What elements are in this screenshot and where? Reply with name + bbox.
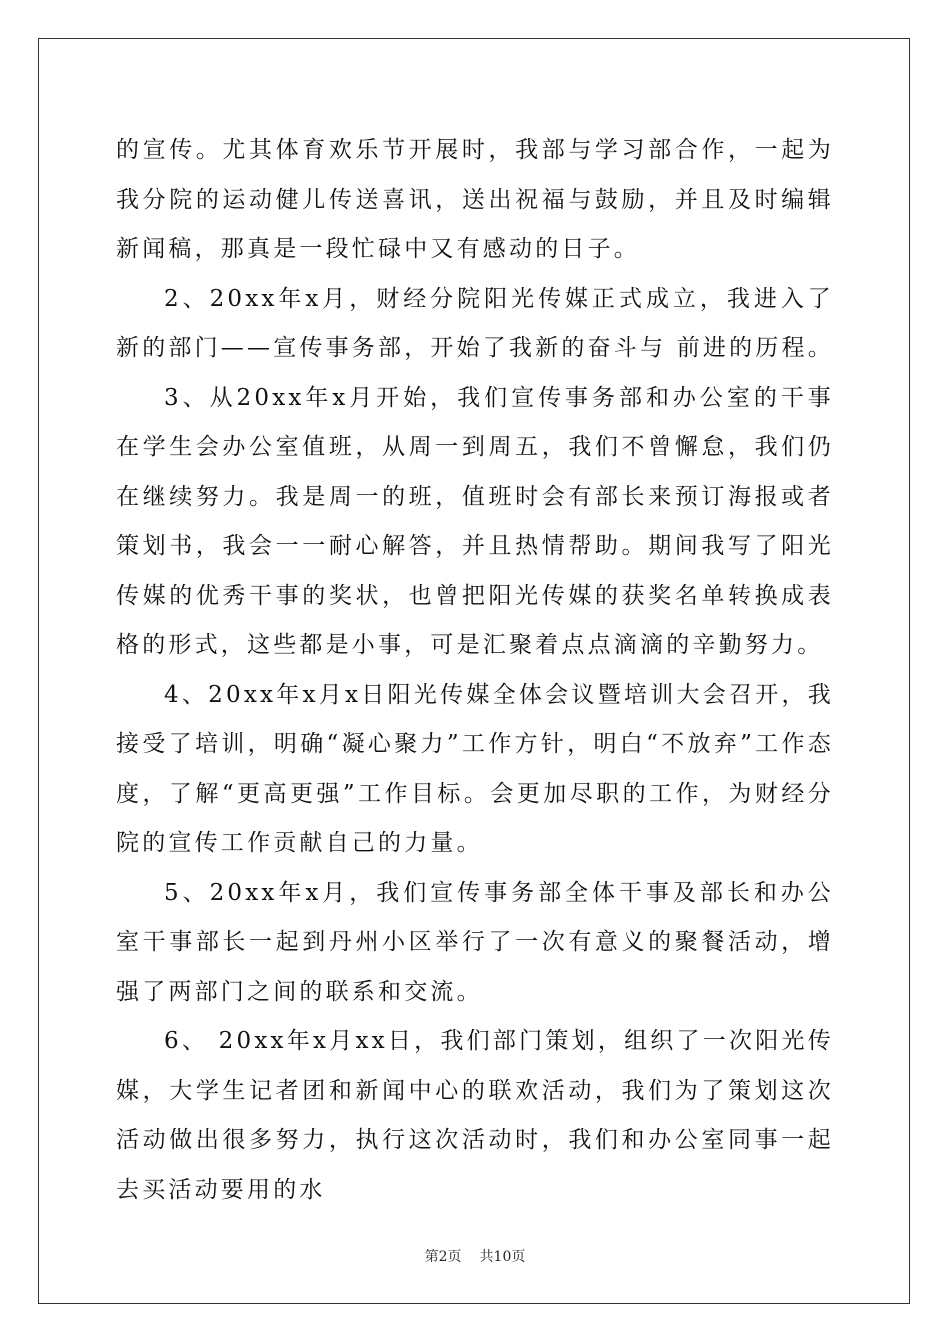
paragraph-5: 5、20xx年x月，我们宣传事务部全体干事及部长和办公室干事部长一起到丹州小区举行了一次有意义的聚餐活动，增强了两部门之间的联系和交流。 (116, 879, 834, 1005)
page-footer (0, 1246, 950, 1266)
paragraph-3: 3、从20xx年x月开始，我们宣传事务部和办公室的干事在学生会办公室值班，从周一到周五，我们不曾懈怠，我们仍在继续努力。我是周一的班，值班时会有部长来预订海报或者策划书，我会一一耐心解答，并且热情帮助。期间我写了阳光传媒的优秀干事的奖状，也曾把阳光传媒的获奖名单转换成表格的形式，这些都是小事，可是汇聚着点点滴滴的辛勤努力。 (116, 384, 834, 658)
document-body (116, 126, 834, 1215)
paragraph-1: 的宣传。尤其体育欢乐节开展时，我部与学习部合作，一起为我分院的运动健儿传送喜讯，送出祝福与鼓励，并且及时编辑新闻稿，那真是一段忙碌中又有感动的日子。 (116, 137, 834, 262)
page-number: 第2页 (424, 1249, 462, 1265)
paragraph-4: 4、20xx年x月x日阳光传媒全体会议暨培训大会召开，我接受了培训，明确“凝心聚力”工作方针，明白“不放弃”工作态度，了解“更高更强”工作目标。会更加尽职的工作，为财经分院的宣传工作贡献自己的力量。 (116, 681, 834, 856)
page-total: 共10页 (479, 1249, 526, 1265)
paragraph-6: 6、 20xx年x月xx日，我们部门策划，组织了一次阳光传媒，大学生记者团和新闻中心的联欢活动，我们为了策划这次活动做出很多努力，执行这次活动时，我们和办公室同事一起去买活动要用的水 (116, 1028, 834, 1203)
paragraph-2: 2、20xx年x月，财经分院阳光传媒正式成立，我进入了新的部门——宣传事务部，开始了我新的奋斗与 前进的历程。 (116, 285, 834, 361)
